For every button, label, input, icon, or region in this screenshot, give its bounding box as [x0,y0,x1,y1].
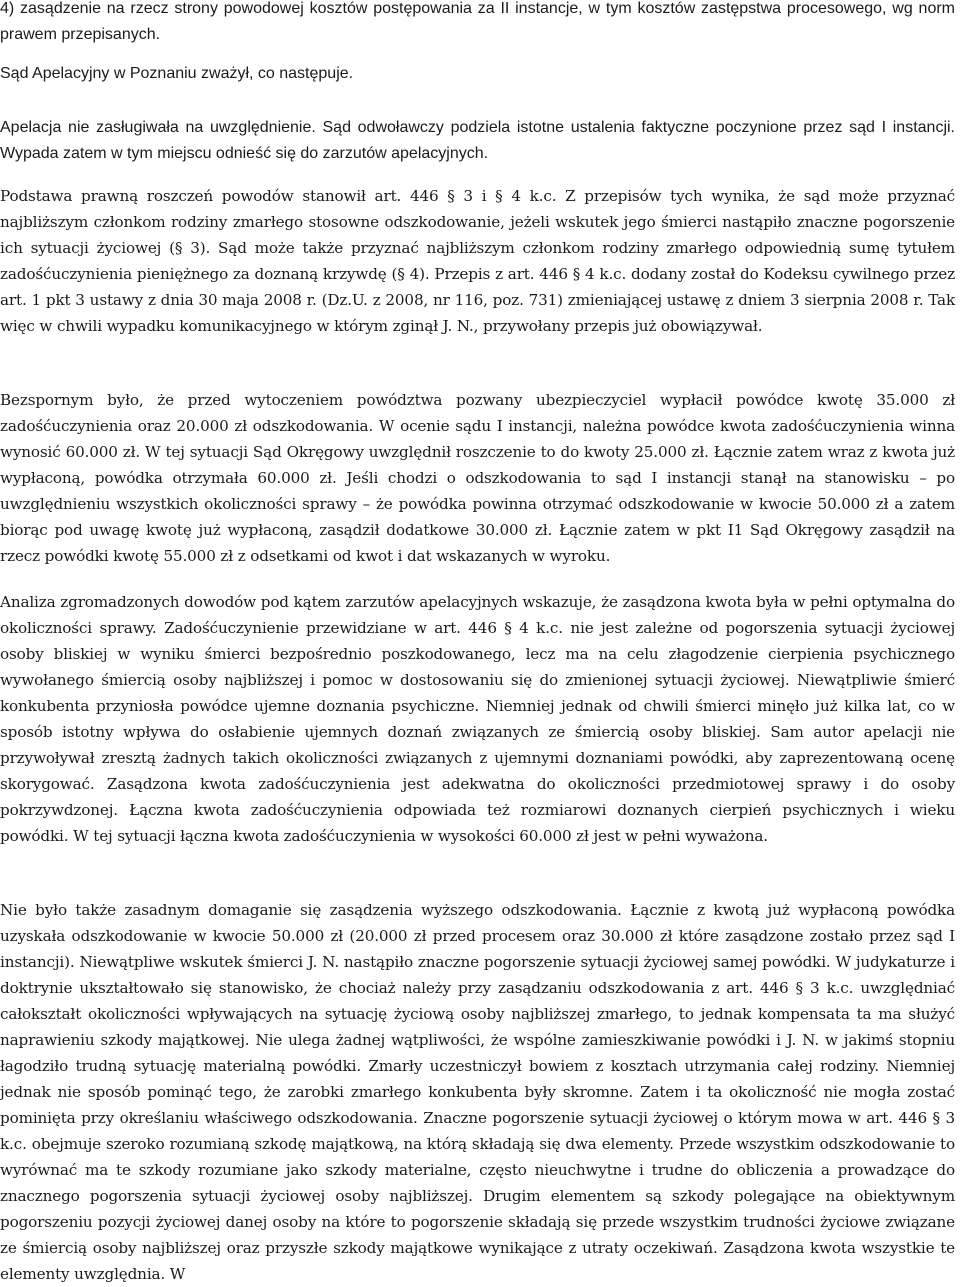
paragraph-appeal-dismissed: Apelacja nie zasługiwała na uwzględnienie. Sąd odwoławczy podziela istotne ustalenia faktyczne poczynione przez sąd I instancji. Wypada zatem w tym miejscu odnieść się do zarzutów apelacyjnych. [0,119,955,162]
paragraph-legal-basis: Podstawa prawną roszczeń powodów stanowił art. 446 § 3 i § 4 k.c. Z przepisów tych wynika, że sąd może przyznać najbliższym członkom rodziny zmarłego stosowne odszkodowanie, jeżeli wskutek jego śmierci nastąpiło znaczne pogorszenie ich sytuacji życiowej (§ 3). Sąd może także przyznać najbliższym członkom rodziny zmarłego odpowiednią sumę tytułem zadośćuczynienia pieniężnego za doznaną krzywdę (§ 4). Przepis z art. 446 § 4 k.c. dodany został do Kodeksu cywilnego przez art. 1 pkt 3 ustawy z dnia 30 maja 2008 r. (Dz.U. z 2008, nr 116, poz. 731) zmieniającej ustawę z dniem 3 sierpnia 2008 r. Tak więc w chwili wypadku komunikacyjnego w którym zginął J. N., przywołany przepis już obowiązywał. [0,187,955,335]
paragraph-court-considered: Sąd Apelacyjny w Poznaniu zważył, co następuje. [0,65,354,82]
paragraph-compensation-analysis: Analiza zgromadzonych dowodów pod kątem zarzutów apelacyjnych wskazuje, że zasądzona kwota była w pełni optymalna do okoliczności sprawy. Zadośćuczynienie przewidziane w art. 446 § 4 k.c. nie jest zależne od pogorszenia sytuacji życiowej osoby bliskiej w wyniku śmierci bezpośrednio poszkodowanego, lecz ma na celu złagodzenie cierpienia psychicznego wywołanego śmiercią osoby najbliższej i pomoc w dostosowaniu się do zmienionej sytuacji życiowej. Niewątpliwie śmierć konkubenta przyniosła powódce ujemne doznania psychiczne. Niemniej jednak od chwili śmierci minęło już kilka lat, co w sposób istotny wpływa do osłabienie ujemnych doznań związanych ze śmiercią osoby bliskiej. Sam autor apelacji nie przywoływał zresztą żadnych takich okoliczności związanych z ujemnymi doznaniami powódki, aby zaprezentowaną ocenę skorygować. Zasądzona kwota zadośćuczynienia jest adekwatna do okoliczności przedmiotowej sprawy i do osoby pokrzywdzonej. Łączna kwota zadośćuczynienia odpowiada też rozmiarowi doznanych cierpień psychicznych i wieku powódki. W tej sytuacji łączna kwota zadośćuczynienia w wysokości 60.000 zł jest w pełni wyważona. [0,593,955,845]
paragraph-damages-claim: Nie było także zasadnym domaganie się zasądzenia wyższego odszkodowania. Łącznie z kwotą już wypłaconą powódka uzyskała odszkodowanie w kwocie 50.000 zł (20.000 zł przed procesem oraz 30.000 zł które zasądzone zostało przez sąd I instancji). Niewątpliwe wskutek śmierci J. N. nastąpiło znaczne pogorszenie sytuacji życiowej samej powódki. W judykaturze i doktrynie ukształtowało się stanowisko, że chociaż należy przy zasądzaniu odszkodowania z art. 446 § 3 k.c. uwzględniać całokształt okoliczności wpływających na sytuację życiową osoby najbliższej zmarłego, to jednak kompensata ta ma służyć naprawieniu szkody majątkowej. Nie ulega żadnej wątpliwości, że wspólne zamieszkiwanie powódki i J. N. w jakimś stopniu łagodziło trudną sytuację materialną powódki. Zmarły uczestniczył bowiem z kosztach utrzymania całej rodziny. Niemniej jednak nie sposób pominąć tego, że zarobki zmarłego konkubenta były skromne. Zatem i ta okoliczność nie mogła zostać pominięta przy określaniu właściwego odszkodowania. Znaczne pogorszenie sytuacji życiowej o którym mowa w art. 446 § 3 k.c. obejmuje szeroko rozumianą szkodę majątkową, na którą składają się dwa elementy. Przede wszystkim odszkodowanie to wyrównać ma te szkody rozumiane jako szkody materialne, często nieuchwytne i trudne do obliczenia a prowadzące do znacznego pogorszenia sytuacji życiowej osoby najbliższej. Drugim elementem są szkody polegające na obiektywnym pogorszeniu pozycji życiowej danej osoby na które to pogorszenie składają się przede wszystkim trudności życiowe związane ze śmiercią osoby najbliższej oraz przyszłe szkody majątkowe wynikające z utraty oczekiwań. Zasądzona kwota wszystkie te elementy uwzględnia. W [0,901,955,1283]
paragraph-costs-request: 4) zasądzenie na rzecz strony powodowej kosztów postępowania za II instancje, w tym kosztów zastępstwa procesowego, wg norm prawem przepisanych. [0,0,955,43]
paragraph-undisputed-payments: Bezspornym było, że przed wytoczeniem powództwa pozwany ubezpieczyciel wypłacił powódce kwotę 35.000 zł zadośćuczynienia oraz 20.000 zł odszkodowania. W ocenie sądu I instancji, należna powódce kwota zadośćuczynienia winna wynosić 60.000 zł. W tej sytuacji Sąd Okręgowy uwzględnił roszczenie to do kwoty 25.000 zł. Łącznie zatem wraz z kwota już wypłaconą, powódka otrzymała 60.000 zł. Jeśli chodzi o odszkodowania to sąd I instancji stanął na stanowisku – po uwzględnieniu wszystkich okoliczności sprawy – że powódka powinna otrzymać odszkodowanie w kwocie 50.000 zł a zatem biorąc pod uwagę kwotę już wypłaconą, zasądził dodatkowe 30.000 zł. Łącznie zatem w pkt I1 Sąd Okręgowy zasądził na rzecz powódki kwotę 55.000 zł z odsetkami od kwot i dat wskazanych w wyroku. [0,391,955,565]
